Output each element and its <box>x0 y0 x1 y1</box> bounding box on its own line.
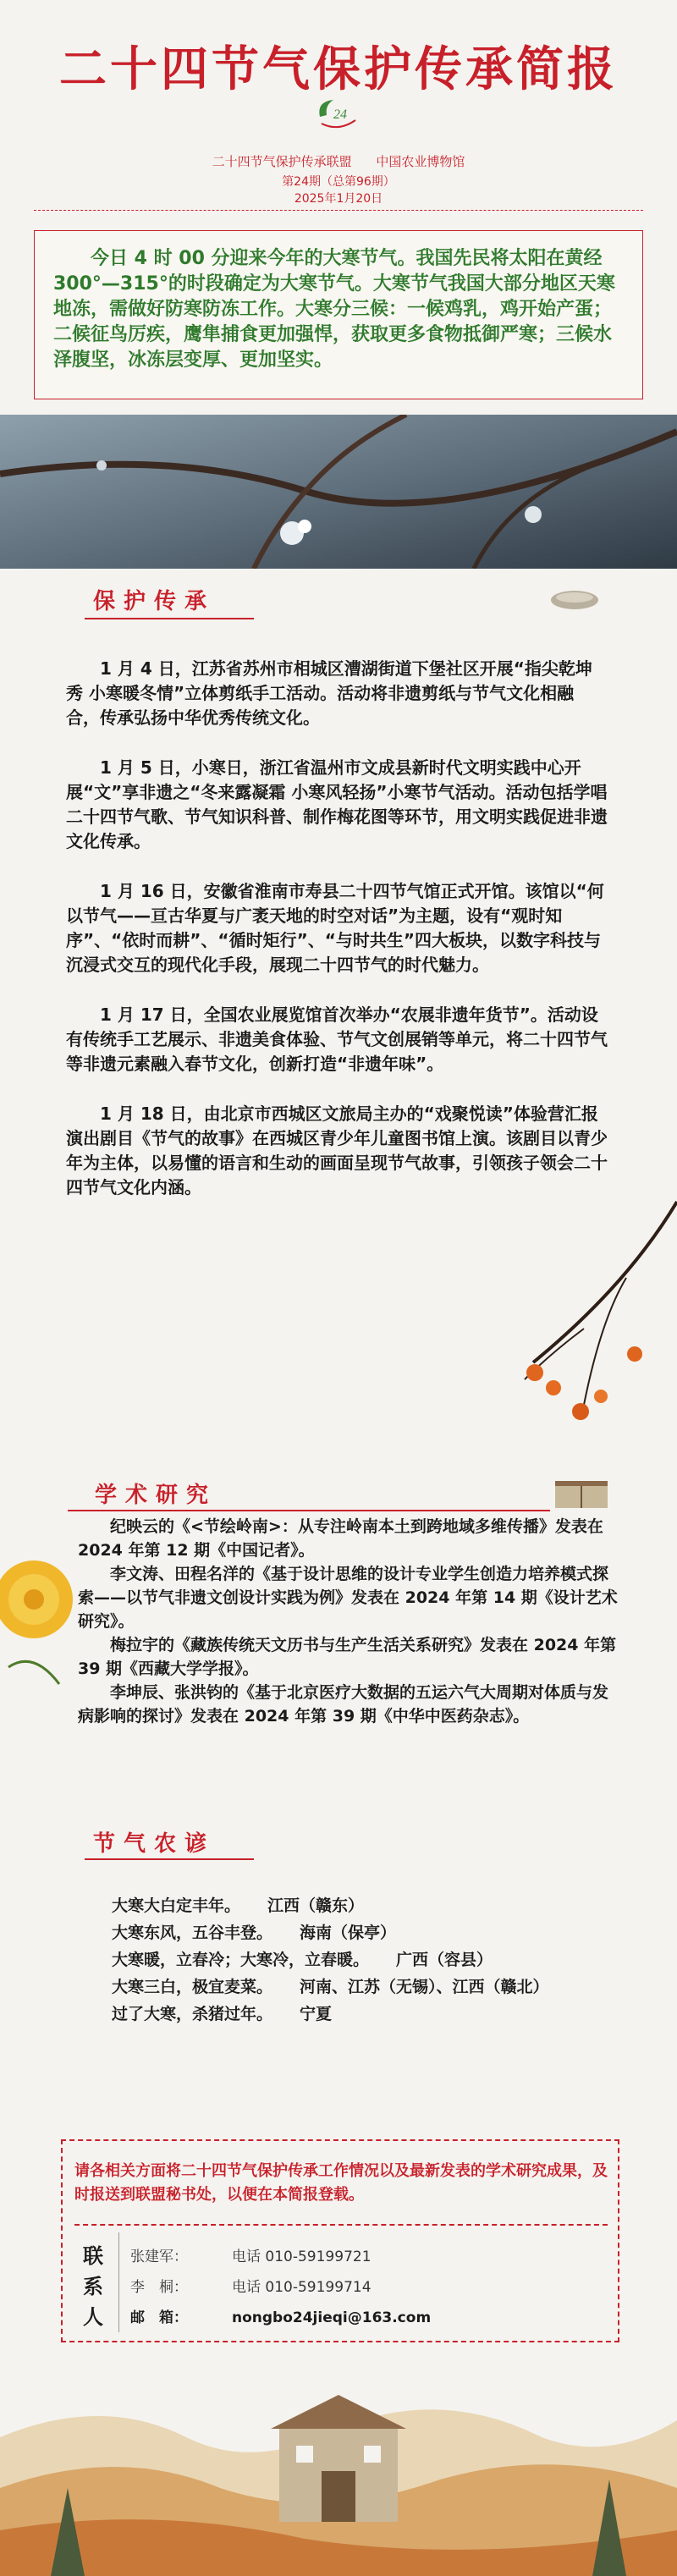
news-item: 1 月 18 日，由北京市西城区文旅局主办的“戏聚悦读”体验营汇报演出剧目《节气的故事》在西城区青少年儿童图书馆上演。该剧目以青少年为主体，以易懂的语言和生动的画面呈现节气故事，引领孩子领会二十四节气文化内涵。 <box>66 1104 608 1197</box>
intro-text: 今日 4 时 00 分迎来今年的大寒节气。我国先民将太阳在黄经 300°—315°的时段确定为大寒节气。大寒节气我国大部分地区天寒地冻，需做好防寒防冻工作。大寒分三候：一候鸡乳，鸡开始产蛋；二候征鸟厉疾，鹰隼捕食更加强悍，获取更多食物抵御严寒；三候水泽腹坚，冰冻层变厚、更加坚实。 <box>53 248 615 371</box>
issue-date: 2025年1月20日 <box>294 192 383 206</box>
email-link[interactable]: nongbo24jieqi@163.com <box>232 2309 432 2326</box>
proverb-text: 过了大寒，杀猪过年。 <box>112 2005 273 2023</box>
news-item: 1 月 5 日，小寒日，浙江省温州市文成县新时代文明实践中心开展“文”享非遗之“冬来露凝霜 小寒风轻扬”小寒节气活动。活动包括学唱二十四节气歌、节气知识科普、制作梅花图等环节，用文明实践促进非遗文化传承。 <box>66 757 608 851</box>
book-icon <box>552 1474 611 1511</box>
proverb-line <box>112 2001 653 2028</box>
academic-item: 李坤辰、张洪钧的《基于北京医疗大数据的五运六气大周期对体质与发病影响的探讨》发表在 2024 年第 39 期《中华中医药杂志》。 <box>78 1683 609 1726</box>
stone-icon <box>548 587 601 613</box>
publisher-museum: 中国农业博物馆 <box>376 154 465 169</box>
contact-divider <box>118 2232 119 2332</box>
intro-box <box>34 230 643 399</box>
proverb-region: 江西（赣东） <box>267 1896 365 1915</box>
section-title-protection: 保护传承 <box>93 589 216 614</box>
contact-label: 联系人 <box>83 2244 103 2329</box>
proverb-text: 大寒东风，五谷丰登。 <box>112 1924 273 1942</box>
footer-landscape-decoration <box>0 2361 677 2576</box>
academic-item: 李文涛、田程名洋的《基于设计思维的设计专业学生创造力培养模式探索——以节气非遗文创设计实践为例》发表在 2024 年第 14 期《设计艺术研究》。 <box>78 1565 618 1631</box>
proverb-line <box>112 1946 653 1973</box>
news-item: 1 月 17 日，全国农业展览馆首次举办“农展非遗年货节”。活动设有传统手工艺展示、非遗美食体验、节气文创展销等单元，将二十四节气等非遗元素融入春节文化，创新打造“非遗年味”。 <box>66 1005 608 1074</box>
proverb-region: 河南、江苏（无锡）、江西（赣北） <box>300 1978 549 1996</box>
contact-name: 李 桐： <box>130 2279 188 2296</box>
publishers <box>0 152 677 170</box>
contact-phone[interactable]: 电话 010-59199714 <box>232 2279 372 2296</box>
header <box>0 0 677 212</box>
issue-number: 第24期（总第96期） <box>282 175 395 189</box>
proverb-region: 宁夏 <box>300 2005 333 2023</box>
proverb-text: 大寒暖，立春冷；大寒冷，立春暖。 <box>112 1951 370 1969</box>
proverb-region: 广西（容县） <box>396 1951 493 1969</box>
academic-list <box>78 1515 619 1728</box>
page-title: 二十四节气保护传承简报 <box>59 41 618 97</box>
notice-divider <box>74 2224 608 2226</box>
email-label: 邮 箱： <box>130 2309 188 2326</box>
section-title-proverbs: 节气农谚 <box>93 1831 216 1857</box>
proverb-text: 大寒大白定丰年。 <box>112 1896 241 1915</box>
proverb-line <box>112 1919 653 1946</box>
section-bar-academic <box>68 1510 550 1511</box>
news-list <box>66 657 608 1225</box>
contact-row <box>130 2244 372 2265</box>
frost-branch-photo <box>0 415 677 569</box>
academic-item: 梅拉宇的《藏族传统天文历书与生产生活关系研究》发表在 2024 年第 39 期《西藏大学学报》。 <box>78 1636 617 1678</box>
persimmon-branch-decoration <box>499 1185 677 1464</box>
contact-phone[interactable]: 电话 010-59199721 <box>232 2248 372 2265</box>
notice-text: 请各相关方面将二十四节气保护传承工作情况以及最新发表的学术研究成果，及时报送到联盟秘书处，以便在本简报登载。 <box>74 2162 608 2204</box>
proverb-text: 大寒三白，极宜麦菜。 <box>112 1978 273 1996</box>
publisher-alliance: 二十四节气保护传承联盟 <box>212 154 352 169</box>
jieqi-24-logo <box>313 93 364 135</box>
section-bar-protection <box>85 618 254 619</box>
proverbs-list <box>112 1892 653 2028</box>
proverb-line <box>112 1973 653 2001</box>
news-item: 1 月 16 日，安徽省淮南市寿县二十四节气馆正式开馆。该馆以“何以节气——亘古华夏与广袤天地的时空对话”为主题，设有“观时知序”、“依时而耕”、“循时矩行”、“与时共生”四大板块，以数字科技与沉浸式交互的现代化手段，展现二十四节气的时代魅力。 <box>66 881 604 975</box>
news-item: 1 月 4 日，江苏省苏州市相城区漕湖街道下堡社区开展“指尖乾坤秀 小寒暖冬情”立体剪纸手工活动。活动将非遗剪纸与节气文化相融合，传承弘扬中华优秀传统文化。 <box>66 658 592 728</box>
notice-box <box>61 2139 619 2342</box>
contact-row <box>130 2275 372 2296</box>
proverb-line <box>112 1892 653 1919</box>
contact-name: 张建军： <box>130 2248 188 2265</box>
section-bar-proverbs <box>85 1858 254 1860</box>
contact-row <box>130 2305 431 2326</box>
academic-item: 纪映云的《<节绘岭南>：从专注岭南本土到跨地域多维传播》发表在 2024 年第 12 期《中国记者》。 <box>78 1517 603 1560</box>
proverb-region: 海南（保亭） <box>300 1924 397 1942</box>
section-title-academic: 学术研究 <box>95 1483 217 1508</box>
header-divider <box>34 210 643 211</box>
svg-text:24: 24 <box>333 107 347 122</box>
